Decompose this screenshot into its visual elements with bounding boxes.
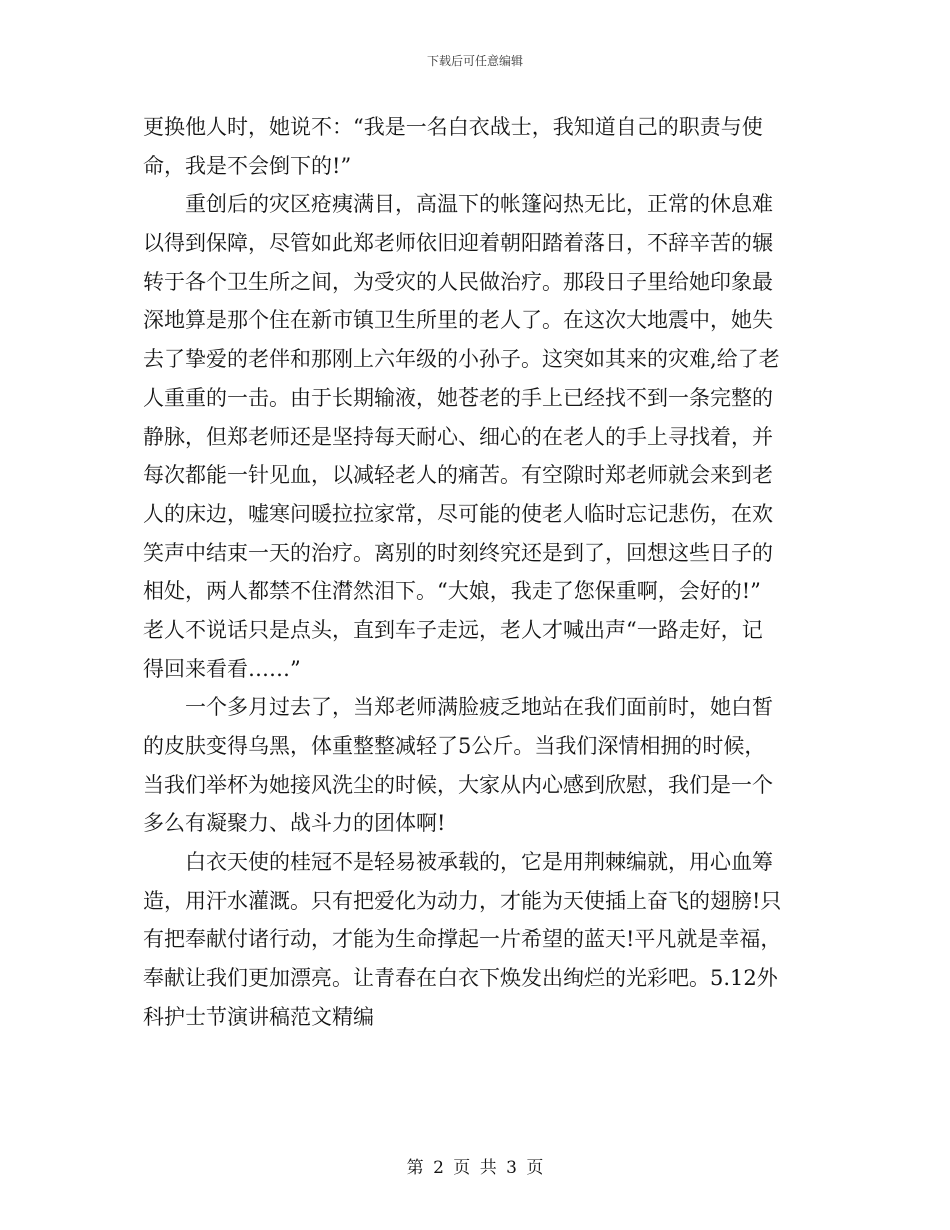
text-line: 的皮肤变得乌黑，体重整整减轻了5公斤。当我们深情相拥的时候， — [143, 734, 766, 758]
text-line: 静脉，但郑老师还是坚持每天耐心、细心的在老人的手上寻找着，并 — [143, 424, 773, 449]
text-line: 深地算是那个住在新市镇卫生所里的老人了。在这次大地震中，她失 — [143, 308, 773, 333]
body-text — [143, 108, 813, 1037]
text-line: 相处，两人都禁不住潸然泪下。“大娘，我走了您保重啊，会好的!” — [143, 579, 761, 604]
page-header: 下载后可任意编辑 — [426, 54, 523, 68]
text-line: 有把奉献付诸行动，才能为生命撑起一片希望的蓝天!平凡就是幸福， — [143, 927, 782, 952]
text-line: 老人不说话只是点头，直到车子走远，老人才喊出声“一路走好，记 — [143, 617, 763, 642]
text-line: 造，用汗水灌溉。只有把爱化为动力，才能为天使插上奋飞的翅膀!只 — [143, 888, 782, 913]
text-line: 以得到保障，尽管如此郑老师依旧迎着朝阳踏着落日，不辞辛苦的辗 — [143, 231, 773, 256]
text-line: 多么有凝聚力、战斗力的团体啊! — [143, 811, 446, 836]
text-line: 命，我是不会倒下的!” — [143, 153, 352, 178]
paragraph-first-line: 白衣天使的桂冠不是轻易被承载的，它是用荆棘编就，用心血筹 — [185, 850, 773, 875]
text-line: 奉献让我们更加漂亮。让青春在白衣下焕发出绚烂的光彩吧。5.12外 — [143, 966, 778, 991]
text-line: 笑声中结束一天的治疗。离别的时刻终究还是到了，回想这些日子的 — [143, 540, 773, 565]
text-line: 每次都能一针见血，以减轻老人的痛苦。有空隙时郑老师就会来到老 — [143, 463, 773, 488]
text-line: 人的床边，嘘寒问暖拉拉家常，尽可能的使老人临时忘记悲伤，在欢 — [143, 501, 773, 526]
text-line: 当我们举杯为她接风洗尘的时候，大家从内心感到欣慰，我们是一个 — [143, 772, 773, 797]
text-line: 更换他人时，她说不：“我是一名白衣战士，我知道自己的职责与使 — [143, 115, 763, 139]
paragraph-first-line: 重创后的灾区疮痍满目，高温下的帐篷闷热无比，正常的休息难 — [185, 192, 773, 217]
page-footer: 第 2 页 共 3 页 — [406, 1158, 544, 1178]
text-line: 去了挚爱的老伴和那刚上六年级的小孙子。这突如其来的灾难,给了老 — [143, 347, 780, 372]
text-line: 得回来看看……” — [143, 656, 301, 681]
text-line: 科护士节演讲稿范文精编 — [143, 1004, 374, 1029]
text-line: 转于各个卫生所之间，为受灾的人民做治疗。那段日子里给她印象最 — [143, 269, 773, 294]
paragraph-first-line: 一个多月过去了，当郑老师满脸疲乏地站在我们面前时，她白皙 — [185, 695, 773, 720]
text-line: 人重重的一击。由于长期输液，她苍老的手上已经找不到一条完整的 — [143, 385, 773, 410]
